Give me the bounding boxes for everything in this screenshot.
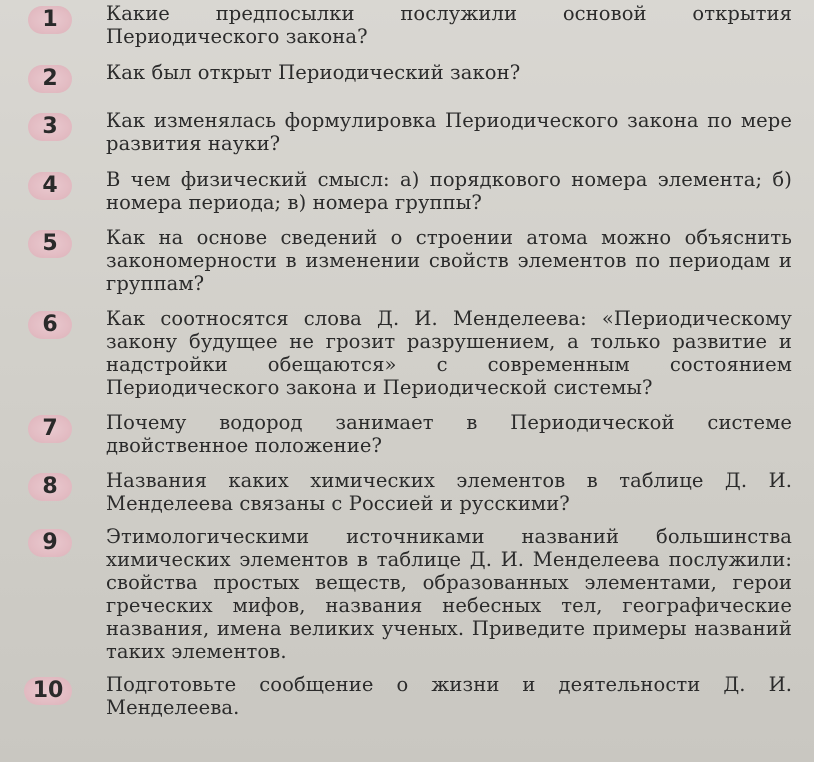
- question-text: В чем физический смысл: а) порядкового номера элемента; б) номера периода; в) номера группы?: [106, 168, 792, 214]
- question-number-badge: 9: [28, 529, 72, 557]
- question-number-badge: 8: [28, 473, 72, 501]
- question-text: Как на основе сведений о строении атома можно объяснить закономерности в изменении свойств элементов по периодам и группам?: [106, 226, 792, 295]
- question-text: Какие предпосылки послужили основой открытия Периодического закона?: [106, 2, 792, 48]
- question-item: [28, 525, 792, 663]
- question-text: Подготовьте сообщение о жизни и деятельности Д. И. Менделеева.: [106, 673, 792, 719]
- question-item: [28, 61, 792, 93]
- question-number-badge: 1: [28, 6, 72, 34]
- question-number-badge: 7: [28, 415, 72, 443]
- question-number-badge: 2: [28, 65, 72, 93]
- question-item: [28, 673, 792, 719]
- question-number-badge: 5: [28, 230, 72, 258]
- question-item: [28, 2, 792, 48]
- question-text: Названия каких химических элементов в таблице Д. И. Менделеева связаны с Россией и русскими?: [106, 469, 792, 515]
- question-number-badge: 6: [28, 311, 72, 339]
- question-number-badge: 3: [28, 113, 72, 141]
- question-text: Как был открыт Периодический закон?: [106, 61, 521, 84]
- question-item: [28, 168, 792, 214]
- question-text: Почему водород занимает в Периодической системе двойственное положение?: [106, 411, 792, 457]
- question-text: Как соотносятся слова Д. И. Менделеева: «Периодическому закону будущее не грозит разрушением, а только развитие и надстройки обещаются» с современным состоянием Периодического закона и Периодической системы?: [106, 307, 792, 399]
- question-item: [28, 411, 792, 457]
- question-text: Этимологическими источниками названий большинства химических элементов в таблице Д. И. Менделеева послужили: свойства простых веществ, образованных элементами, герои греческих мифов, названия небесных тел, географические названия, имена великих ученых. Приведите примеры названий таких элементов.: [106, 525, 792, 663]
- question-item: [28, 109, 792, 155]
- question-item: [28, 307, 792, 399]
- question-item: [28, 469, 792, 515]
- question-number-badge: 4: [28, 172, 72, 200]
- question-item: [28, 226, 792, 295]
- question-text: Как изменялась формулировка Периодического закона по мере развития науки?: [106, 109, 792, 155]
- question-number-badge: 10: [24, 677, 72, 705]
